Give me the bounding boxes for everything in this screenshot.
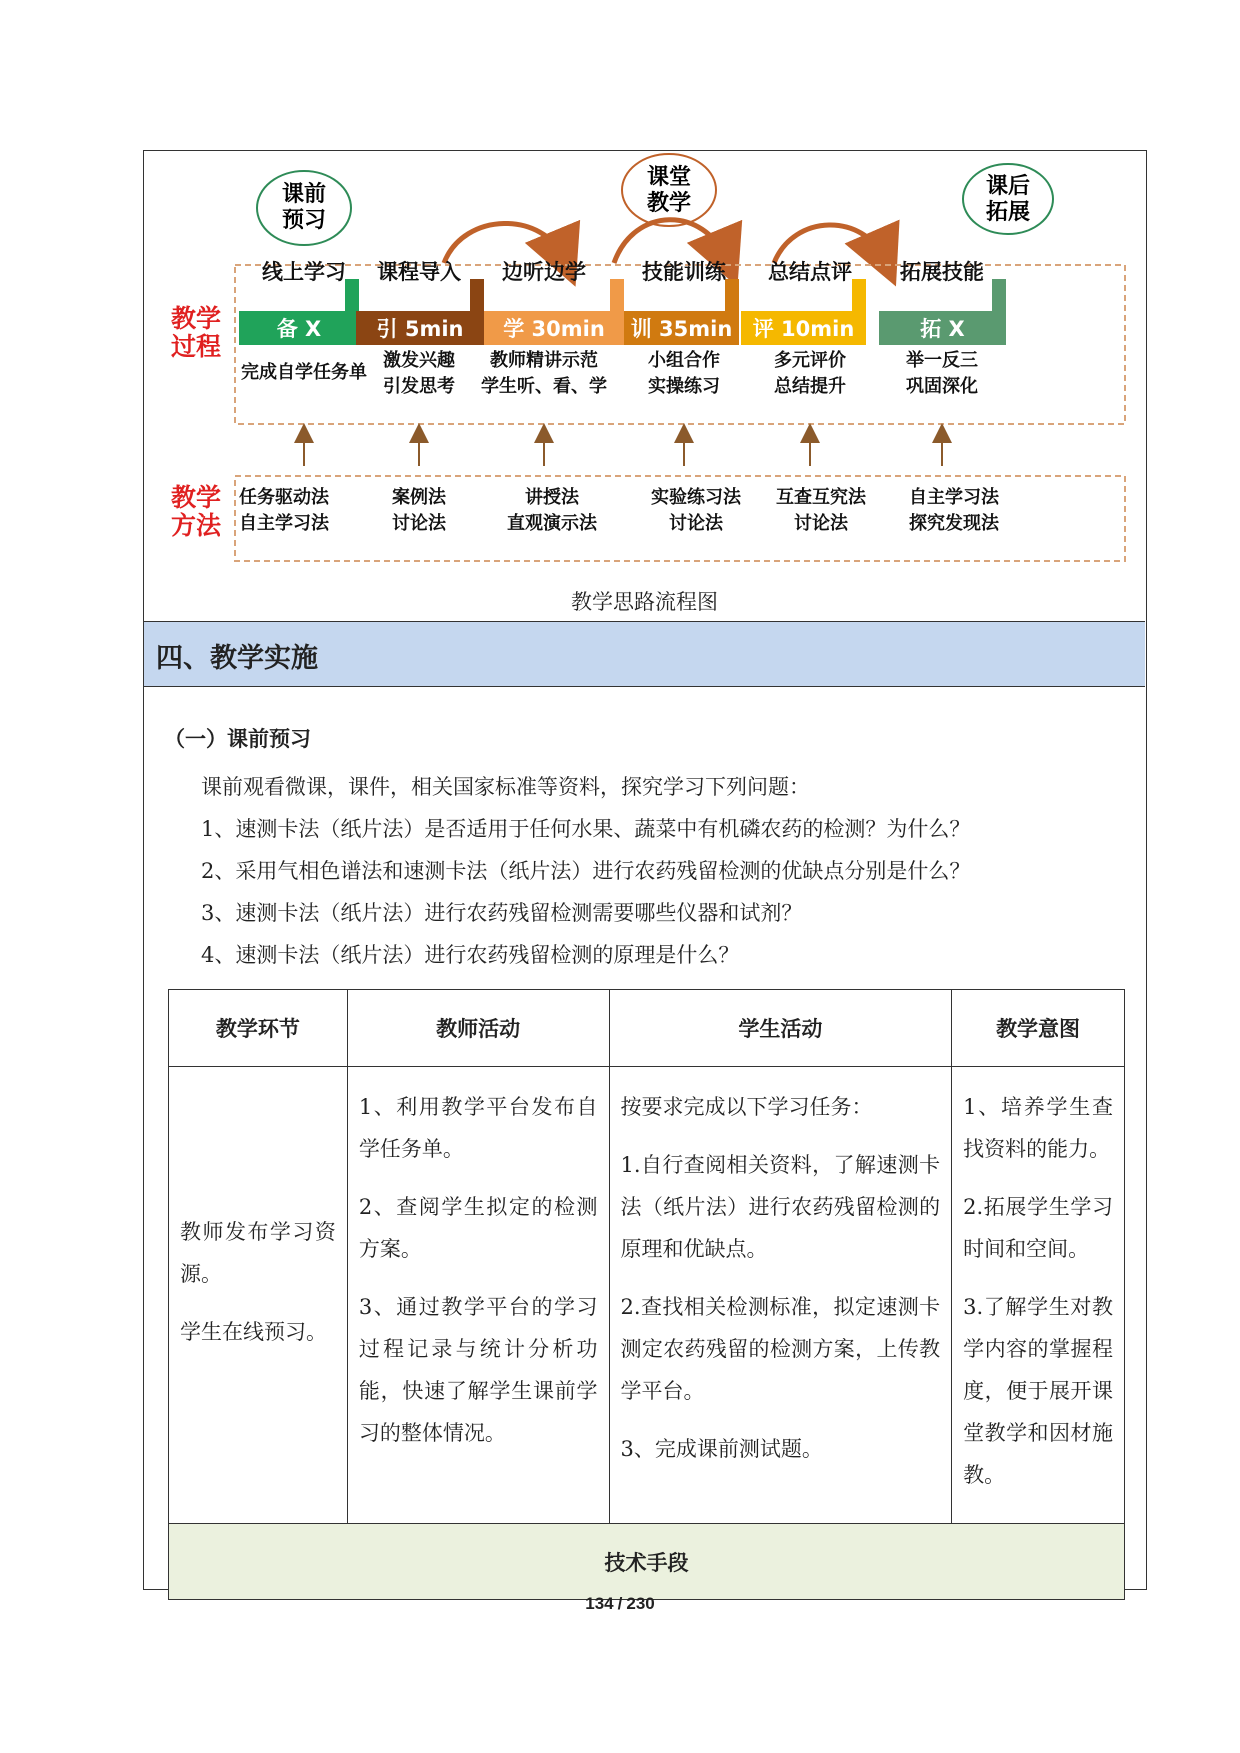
stage-title-2: 课程导入 (377, 260, 461, 284)
row-label-methods-2: 方法 (170, 511, 222, 540)
method-2-2: 讨论法 (392, 513, 446, 534)
subsection-title: （一）课前预习 (164, 727, 311, 751)
stage-step-5 (852, 279, 866, 313)
method-5-1: 互查互究法 (776, 487, 866, 508)
stage-title-4: 技能训练 (642, 260, 726, 284)
stage-desc-5-1: 多元评价 (774, 350, 846, 371)
teaching-flowchart (144, 151, 1145, 621)
stage-title-1: 线上学习 (262, 260, 346, 284)
question-4: 4、速测卡法（纸片法）进行农药残留检测的原理是什么？ (201, 943, 740, 967)
stage-tag-1: 备 X (276, 317, 322, 341)
question-1: 1、速测卡法（纸片法）是否适用于任何水果、蔬菜中有机磷农药的检测？为什么？ (201, 817, 971, 841)
stage-title-3: 边听边学 (502, 260, 586, 284)
stage-step-6 (992, 279, 1006, 313)
cell-intent (952, 1067, 1125, 1524)
student-item-2: 2.查找相关检测标准，拟定速测卡测定农药残留的检测方案，上传教学平台。 (620, 1295, 941, 1403)
stage-desc-6-1: 举一反三 (906, 350, 978, 371)
page-number (0, 1594, 1240, 1614)
phase-post (963, 164, 1053, 234)
section-title: 四、教学实施 (156, 643, 318, 674)
methods-group (239, 486, 1000, 534)
phase-post-line2: 拓展 (985, 200, 1031, 225)
phase-pre-line2: 预习 (281, 208, 327, 233)
row-label-methods-1: 教学 (170, 483, 222, 512)
method-1-2: 自主学习法 (239, 513, 329, 534)
cell-student (609, 1067, 952, 1524)
stage-step-1 (345, 279, 359, 313)
header-teacher: 教师活动 (347, 990, 609, 1067)
question-2: 2、采用气相色谱法和速测卡法（纸片法）进行农药残留检测的优缺点分别是什么？ (201, 859, 971, 883)
stage-tag-5: 评 10min (752, 317, 855, 341)
teacher-item-1: 1、利用教学平台发布自学任务单。 (358, 1095, 598, 1161)
intent-item-3: 3.了解学生对教学内容的掌握程度，便于展开课堂教学和因材施教。 (963, 1295, 1113, 1487)
stage-desc-2-1: 激发兴趣 (383, 350, 455, 371)
student-item-3: 3、完成课前测试题。 (620, 1437, 823, 1461)
stage-step-3 (610, 279, 624, 313)
content-frame (143, 150, 1147, 1590)
method-5-2: 讨论法 (794, 513, 848, 534)
intro-text: 课前观看微课，课件，相关国家标准等资料，探究学习下列问题： (201, 775, 810, 799)
stage-desc-2-2: 引发思考 (383, 376, 455, 397)
cell-teacher (347, 1067, 609, 1524)
question-3: 3、速测卡法（纸片法）进行农药残留检测需要哪些仪器和试剂？ (201, 901, 803, 925)
phase-post-line1: 课后 (985, 174, 1031, 199)
stage-tag-4: 训 35min (630, 317, 733, 341)
method-3-1: 讲授法 (525, 487, 579, 508)
stage-desc-6-2: 巩固深化 (906, 376, 978, 397)
page-total: 230 (626, 1594, 655, 1613)
method-2-1: 案例法 (392, 487, 446, 508)
teacher-item-2: 2、查阅学生拟定的检测方案。 (358, 1195, 598, 1261)
stage-desc-4-2: 实操练习 (648, 376, 720, 397)
figure-caption: 教学思路流程图 (571, 590, 718, 614)
stage-step-2 (470, 279, 484, 313)
method-6-2: 探究发现法 (909, 513, 999, 534)
stage-line-1: 教师发布学习资源。 (180, 1220, 336, 1286)
phase-class-line2: 教学 (646, 191, 692, 216)
table-row (169, 1067, 1125, 1524)
stage-tag-6: 拓 X (920, 317, 965, 341)
phase-class-line1: 课堂 (646, 165, 692, 190)
curve-arrow-3 (774, 225, 884, 263)
tech-label: 技术手段 (169, 1524, 1125, 1600)
stage-desc-3-2: 学生听、看、学 (481, 376, 607, 397)
method-6-1: 自主学习法 (909, 487, 999, 508)
header-student: 学生活动 (609, 990, 952, 1067)
phase-pre-line1: 课前 (281, 182, 327, 207)
stage-tag-3: 学 30min (503, 317, 605, 341)
teacher-item-3: 3、通过教学平台的学习过程记录与统计分析功能，快速了解学生课前学习的整体情况。 (358, 1295, 598, 1445)
stage-title-6: 拓展技能 (900, 260, 984, 284)
flowchart-svg (144, 151, 1145, 591)
stage-line-2: 学生在线预习。 (180, 1320, 327, 1344)
cell-stage (169, 1067, 348, 1524)
row-label-process-1: 教学 (170, 304, 222, 333)
stage-desc-1-1: 完成自学任务单 (241, 362, 367, 383)
stage-tag-2: 引 5min (376, 317, 464, 341)
method-1-1: 任务驱动法 (239, 487, 329, 508)
phase-pre (257, 171, 351, 245)
curve-arrow-1 (444, 223, 564, 263)
phase-class (622, 154, 716, 226)
stage-desc-3-1: 教师精讲示范 (490, 350, 598, 371)
stage-desc-5-2: 总结提升 (774, 376, 846, 397)
stages-group (239, 260, 1006, 466)
student-item-0: 按要求完成以下学习任务： (620, 1095, 873, 1119)
method-3-2: 直观演示法 (507, 513, 597, 534)
header-intent: 教学意图 (952, 990, 1125, 1067)
intent-item-1: 1、培养学生查找资料的能力。 (963, 1095, 1113, 1161)
method-4-2: 讨论法 (669, 513, 723, 534)
tech-row (169, 1524, 1125, 1600)
stage-title-5: 总结点评 (768, 260, 852, 284)
page-separator: / (617, 1594, 623, 1613)
stage-desc-4-1: 小组合作 (648, 350, 720, 371)
row-label-process-2: 过程 (170, 332, 222, 361)
row-labels (171, 304, 222, 540)
student-item-1: 1.自行查阅相关资料，了解速测卡法（纸片法）进行农药残留检测的原理和优缺点。 (620, 1153, 941, 1261)
table-header-row (169, 990, 1125, 1067)
page-current: 134 (585, 1594, 614, 1613)
section-header (144, 621, 1145, 687)
method-4-1: 实验练习法 (651, 487, 741, 508)
preview-table (168, 989, 1125, 1600)
intent-item-2: 2.拓展学生学习时间和空间。 (963, 1195, 1113, 1261)
header-stage: 教学环节 (169, 990, 348, 1067)
stage-step-4 (725, 279, 739, 313)
